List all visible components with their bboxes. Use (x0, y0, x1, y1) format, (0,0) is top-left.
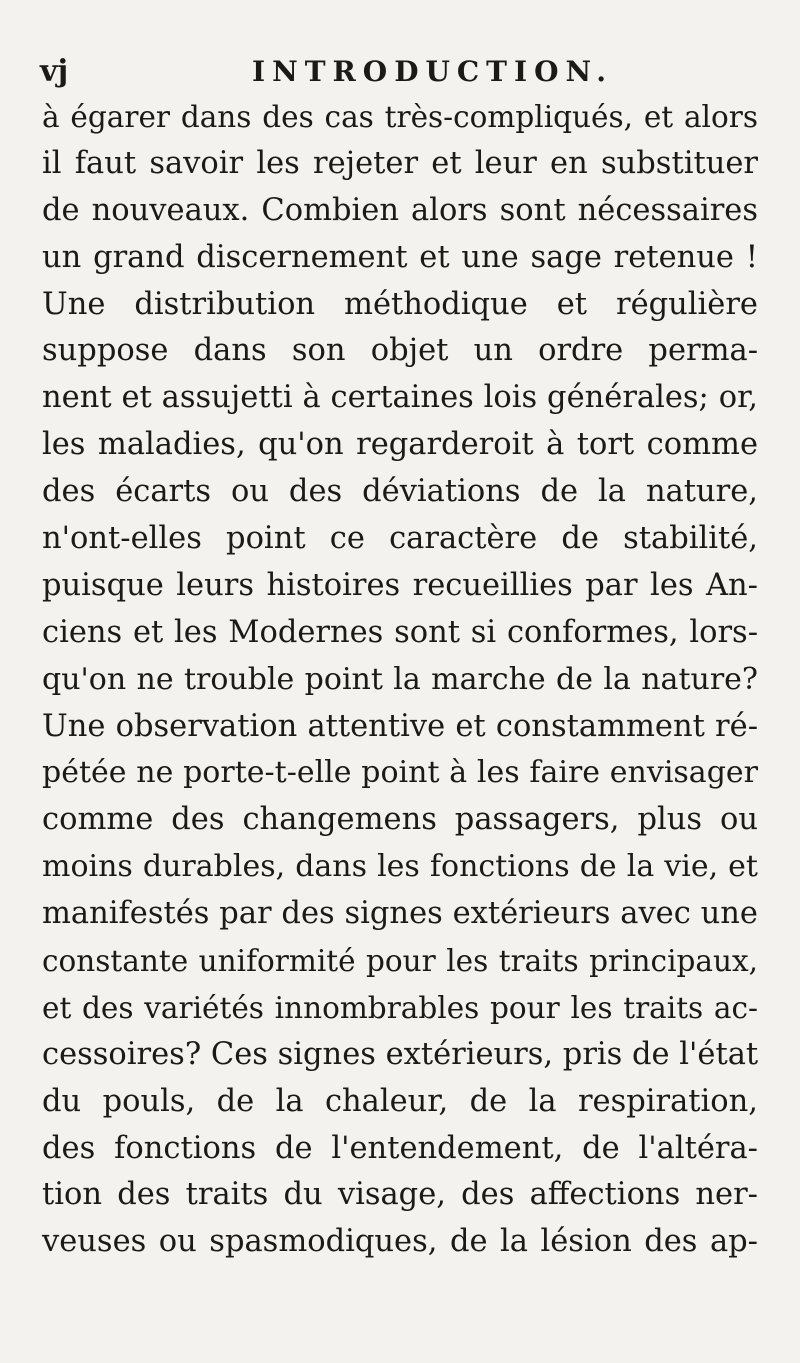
text-line: puisque leurs histoires recueillies par les An- (42, 567, 758, 603)
text-line: n'ont-elles point ce caractère de stabilité, (42, 521, 758, 557)
text-line: il faut savoir les rejeter et leur en substituer (42, 145, 758, 181)
text-line: Une observation attentive et constamment ré- (42, 708, 758, 744)
text-line: nent et assujetti à certaines lois générales; or, (42, 380, 758, 416)
text-line: des fonctions de l'entendement, de l'altéra- (42, 1130, 758, 1166)
text-line: Une distribution méthodique et régulière (42, 286, 758, 322)
text-line: veuses ou spasmodiques, de la lésion des ap- (42, 1224, 758, 1260)
text-line: à égarer dans des cas très-compliqués, et alors (42, 100, 758, 134)
page-number: vj (40, 54, 69, 89)
text-line: cessoires? Ces signes extérieurs, pris de l'état (42, 1036, 759, 1072)
text-line: qu'on ne trouble point la marche de la nature? (42, 661, 758, 697)
body-text (42, 94, 758, 1266)
text-line: les maladies, qu'on regarderoit à tort comme (42, 427, 758, 463)
text-line: un grand discernement et une sage retenue ! (42, 239, 758, 275)
text-line: suppose dans son objet un ordre perma- (42, 333, 758, 369)
text-line: manifestés par des signes extérieurs avec une (42, 896, 758, 932)
text-line: et des variétés innombrables pour les traits ac- (42, 990, 758, 1025)
running-title: INTRODUCTION. (252, 55, 614, 88)
text-line: comme des changemens passagers, plus ou (42, 802, 758, 838)
text-line: ciens et les Modernes sont si conformes, lors- (42, 614, 758, 650)
text-line: moins durables, dans les fonctions de la vie, et (42, 849, 758, 885)
text-line: des écarts ou des déviations de la nature, (42, 474, 758, 510)
running-head (40, 54, 760, 90)
text-line: tion des traits du visage, des affections ner- (42, 1177, 758, 1213)
text-line: du pouls, de la chaleur, de la respiration, (42, 1083, 758, 1119)
text-line: de nouveaux. Combien alors sont nécessaires (42, 192, 758, 228)
text-line: constante uniformité pour les traits principaux, (42, 944, 758, 979)
text-line: pétée ne porte-t-elle point à les faire envisager (42, 755, 758, 791)
